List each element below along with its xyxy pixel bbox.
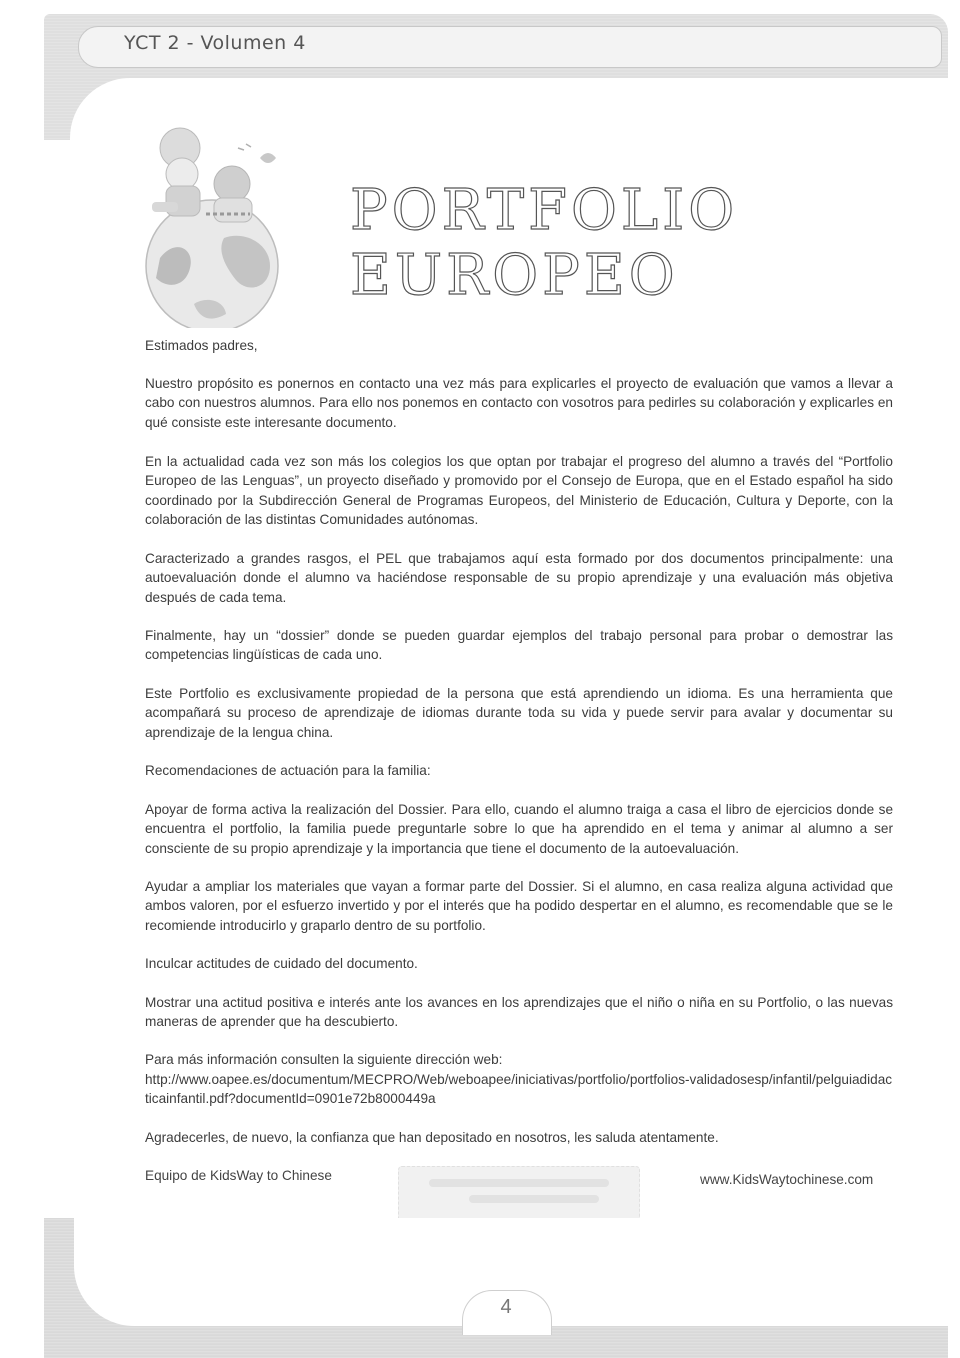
page-title: PORTFOLIO EUROPEO: [350, 178, 739, 308]
recommendation-support: Apoyar de forma activa la realización del Dossier. Para ello, cuando el alumno traiga a casa el libro de ejercicios donde se encuentra el portfolio, la familia puede preguntarle sobre lo que ha aprendido en el tema y animar al alumno a ser consciente de su propio aprendizaje y la importancia que tiene el documento de la autoevaluación.: [145, 802, 893, 856]
info-url-link[interactable]: http://www.oapee.es/documentum/MECPRO/Web/weboapee/iniciativas/portfolio/portfolios-validadosesp/infantil/pelguiadidacticainfantil.pdf?documentId=0901e72b8000449a: [145, 1072, 893, 1107]
paragraph-current-status: En la actualidad cada vez son más los colegios los que optan por trabajar el progreso del alumno a través del “Portfolio Europeo de las Lenguas”, un proyecto diseñado y promovido por el Consejo de Europa, que en el Estado español ha sido coordinado por la Subdirección General de Programas Europeos, del Ministerio de Educación, Cultura y Deporte, con la colaboración de las distintas Comunidades autónomas.: [145, 454, 893, 528]
paragraph-ownership: Este Portfolio es exclusivamente propiedad de la persona que está aprendiendo un idioma. Es una herramienta que acompañará su proceso de aprendizaje de idiomas durante toda su vida y puede servir para avalar y documentar su aprendizaje de la lengua china.: [145, 686, 893, 740]
header-title: YCT 2 - Volumen 4: [124, 32, 306, 54]
recommendations-heading: Recomendaciones de actuación para la familia:: [145, 763, 431, 778]
greeting: Estimados padres,: [145, 338, 258, 353]
recommendation-expand: Ayudar a ampliar los materiales que vayan a formar parte del Dossier. Si el alumno, en casa realiza alguna actividad que ambos valoren, por el esfuerzo invertido y por el interés que ha podido despertar en el alumno, es recomendable que se le recomiende introducirlo y graparlo dentro de su portfolio.: [145, 879, 893, 933]
faded-stamp: [398, 1166, 640, 1222]
more-info-label: Para más información consulten la siguiente dirección web:: [145, 1052, 503, 1067]
page-number: 4: [500, 1296, 512, 1318]
closing-paragraph: Agradecerles, de nuevo, la confianza que han depositado en nosotros, les saluda atentamente.: [145, 1130, 719, 1145]
website-link[interactable]: www.KidsWaytochinese.com: [700, 1172, 874, 1187]
kids-globe-illustration: [120, 118, 300, 328]
signature: Equipo de KidsWay to Chinese: [145, 1168, 332, 1183]
recommendation-care: Inculcar actitudes de cuidado del documento.: [145, 956, 418, 971]
paragraph-purpose: Nuestro propósito es ponernos en contacto una vez más para explicarles el proyecto de evaluación que vamos a llevar a cabo con nuestros alumnos. Para ello nos ponemos en contacto con vosotros para pedirles su colaboración y explicarles en qué consiste este interesante documento.: [145, 376, 893, 430]
recommendation-attitude: Mostrar una actitud positiva e interés ante los avances en los aprendizajes que el niño o niña en su Portfolio, o las nuevas maneras de aprender que ha descubierto.: [145, 995, 893, 1030]
paragraph-dossier: Finalmente, hay un “dossier” donde se pueden guardar ejemplos del trabajo personal para probar o demostrar las competencias lingüísticas de cada uno.: [145, 628, 893, 663]
paragraph-description: Caracterizado a grandes rasgos, el PEL que trabajamos aquí esta formado por dos documentos principalmente: una autoevaluación donde el alumno va haciéndose responsable de su propio aprendizaje y una evaluación más objetiva después de cada tema.: [145, 551, 893, 605]
